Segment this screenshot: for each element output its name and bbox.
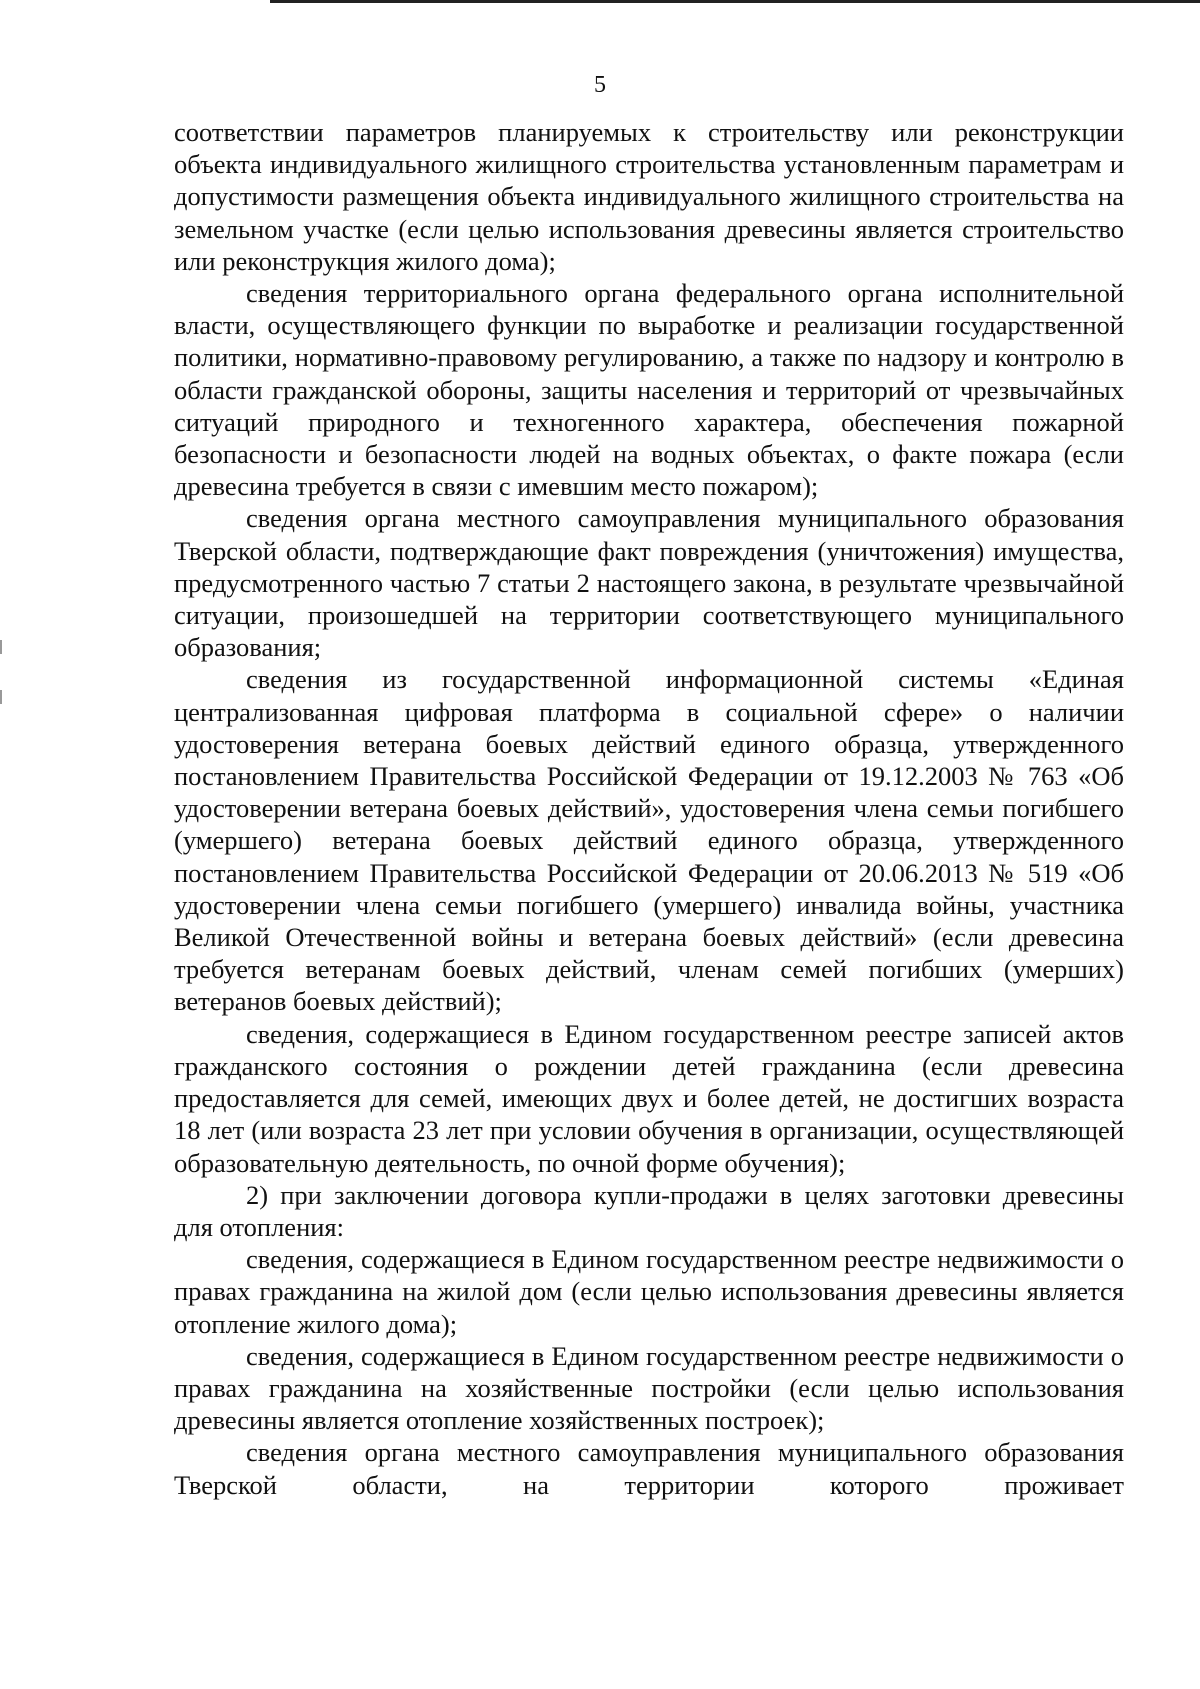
scan-margin-mark: [0, 640, 2, 654]
paragraph: сведения, содержащиеся в Едином государственном реестре недвижимости о правах гражданина на жилой дом (если целью использования древесины является отопление жилого дома);: [174, 1244, 1124, 1339]
paragraph: сведения органа местного самоуправления муниципального образования Тверской области, на территории которого проживает: [174, 1437, 1124, 1500]
page-number: 5: [594, 72, 606, 98]
paragraph: сведения территориального органа федерального органа исполнительной власти, осуществляющего функции по выработке и реализации государственной политики, нормативно-правовому регулированию, а также по надзору и контролю в области гражданской обороны, защиты населения и территорий от чрезвычайных ситуаций природного и техногенного характера, обеспечения пожарной безопасности и безопасности людей на водных объектах, о факте пожара (если древесина требуется в связи с имевшим место пожаром);: [174, 278, 1124, 502]
document-body: [174, 116, 1124, 1501]
top-border-line: [270, 0, 1200, 3]
scan-margin-mark: [0, 690, 2, 704]
paragraph: сведения из государственной информационной системы «Единая централизованная цифровая платформа в социальной сфере» о наличии удостоверения ветерана боевых действий единого образца, утвержденного постановлением Правительства Российской Федерации от 19.12.2003 № 763 «Об удостоверении ветерана боевых действий», удостоверения члена семьи погибшего (умершего) ветерана боевых действий единого образца, утвержденного постановлением Правительства Российской Федерации от 20.06.2013 № 519 «Об удостоверении члена семьи погибшего (умершего) инвалида войны, участника Великой Отечественной войны и ветерана боевых действий» (если древесина требуется ветеранам боевых действий, членам семей погибших (умерших) ветеранов боевых действий);: [174, 664, 1124, 1017]
paragraph: сведения органа местного самоуправления муниципального образования Тверской области, подтверждающие факт повреждения (уничтожения) имущества, предусмотренного частью 7 статьи 2 настоящего закона, в результате чрезвычайной ситуации, произошедшей на территории соответствующего муниципального образования;: [174, 503, 1124, 663]
paragraph: сведения, содержащиеся в Едином государственном реестре недвижимости о правах гражданина на хозяйственные постройки (если целью использования древесины является отопление хозяйственных построек);: [174, 1340, 1124, 1436]
paragraph: сведения, содержащиеся в Едином государственном реестре записей актов гражданского состояния о рождении детей гражданина (если древесина предоставляется для семей, имеющих двух и более детей, не достигших возраста 18 лет (или возраста 23 лет при условии обучения в организации, осуществляющей образовательную деятельность, по очной форме обучения);: [174, 1018, 1124, 1178]
paragraph: соответствии параметров планируемых к строительству или реконструкции объекта индивидуального жилищного строительства установленным параметрам и допустимости размещения объекта индивидуального жилищного строительства на земельном участке (если целью использования древесины является строительство или реконструкция жилого дома);: [174, 117, 1124, 276]
paragraph: 2) при заключении договора купли-продажи в целях заготовки древесины для отопления:: [174, 1179, 1124, 1242]
